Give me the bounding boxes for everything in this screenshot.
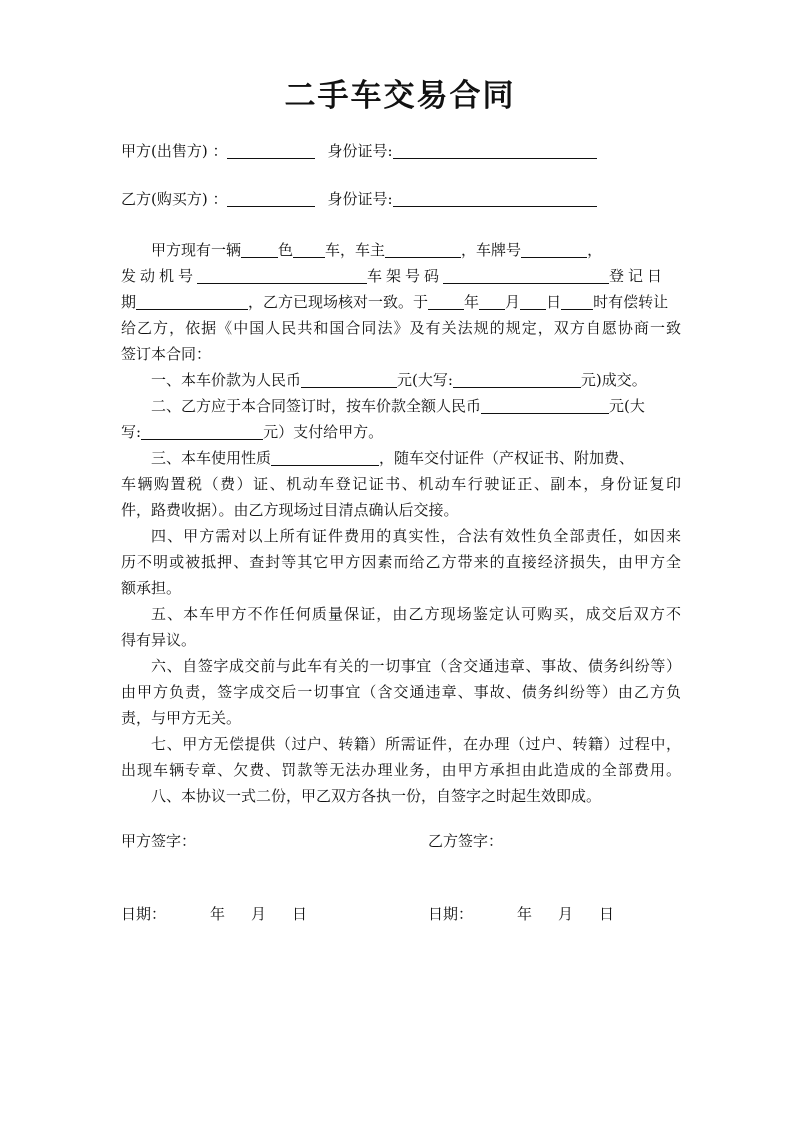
clause-text: 元(大 xyxy=(609,397,645,415)
clause-3-line-2: 车辆购置税（费）证、机动车登记证书、机动车行驶证正、副本，身份证复印 xyxy=(121,475,681,493)
price-words-blank[interactable] xyxy=(453,372,581,388)
party-b-signature-label: 乙方签字： xyxy=(428,832,504,850)
party-a-signature-label: 甲方签字： xyxy=(121,832,197,850)
clause-5-line-2: 得有异议。 xyxy=(121,631,197,649)
clause-text: 三、本车使用性质 xyxy=(151,449,272,467)
month-blank[interactable] xyxy=(479,294,505,310)
intro-text: 登记日 xyxy=(609,267,667,285)
clause-2-line-2 xyxy=(121,422,681,442)
clause-text: 元）支付给甲方。 xyxy=(263,423,384,441)
clause-text: 元(大写: xyxy=(397,371,453,389)
party-b-name-blank[interactable] xyxy=(227,191,315,207)
intro-text: 月 xyxy=(505,293,521,311)
clause-text: 写: xyxy=(121,423,142,441)
month-label: 月 xyxy=(558,905,574,923)
contract-title: 二手车交易合同 xyxy=(284,78,516,114)
clause-1 xyxy=(121,370,681,390)
clause-8-line-1: 八、本协议一式二份，甲乙双方各执一份，自签字之时起生效即成。 xyxy=(151,787,602,805)
party-b-id-label: 身份证号: xyxy=(327,190,393,208)
clause-text: 二、乙方应于本合同签订时，按车价款全额人民币 xyxy=(151,397,482,415)
intro-text: 色 xyxy=(278,241,294,259)
date-label: 日期： xyxy=(428,905,474,923)
plate-blank[interactable] xyxy=(521,242,587,258)
party-b-row xyxy=(121,189,597,209)
vin-blank[interactable] xyxy=(443,268,609,284)
month-label: 月 xyxy=(251,905,267,923)
intro-text: 日 xyxy=(546,293,562,311)
day-label: 日 xyxy=(292,905,308,923)
clause-5-line-1: 五、本车甲方不作任何质量保证，由乙方现场鉴定认可购买，成交后双方不 xyxy=(151,605,681,623)
intro-text: 甲方现有一辆 xyxy=(151,241,242,259)
clause-6-line-1: 六、自签字成交前与此车有关的一切事宜（含交通违章、事故、债务纠纷等） xyxy=(151,657,681,675)
engine-no-blank[interactable] xyxy=(197,268,367,284)
date-label: 日期： xyxy=(121,905,167,923)
payment-words-blank[interactable] xyxy=(141,424,263,440)
year-label: 年 xyxy=(210,905,226,923)
intro-line-2 xyxy=(121,266,681,286)
clause-3-line-3: 件，路费收据）。由乙方现场过目清点确认后交接。 xyxy=(121,501,459,519)
clause-text: 一、本车价款为人民币 xyxy=(151,371,302,389)
intro-text: 车架号码 xyxy=(367,267,444,285)
clause-6-line-3: 责，与甲方无关。 xyxy=(121,709,242,727)
clause-2-line-1 xyxy=(121,396,681,416)
party-a-label: 甲方(出售方) ： xyxy=(121,142,228,160)
day-blank[interactable] xyxy=(520,294,546,310)
party-a-date xyxy=(121,904,307,924)
party-a-id-blank[interactable] xyxy=(393,143,597,159)
intro-text: 车，车主 xyxy=(325,241,386,259)
clause-4-line-1: 四、甲方需对以上所有证件费用的真实性，合法有效性负全部责任，如因来 xyxy=(151,527,681,545)
car-type-blank[interactable] xyxy=(293,242,325,258)
reg-date-blank[interactable] xyxy=(136,294,248,310)
intro-text: 发动机号 xyxy=(121,267,198,285)
party-a-id-label: 身份证号: xyxy=(327,142,393,160)
intro-line-4: 给乙方，依据《中国人民共和国合同法》及有关法规的规定，双方自愿协商一致 xyxy=(121,319,681,337)
owner-blank[interactable] xyxy=(385,242,461,258)
intro-text: ， xyxy=(587,241,603,259)
intro-text: 期 xyxy=(121,293,137,311)
clause-7-line-2: 出现车辆专章、欠费、罚款等无法办理业务，由甲方承担由此造成的全部费用。 xyxy=(121,761,681,779)
year-label: 年 xyxy=(517,905,533,923)
party-b-id-blank[interactable] xyxy=(393,191,597,207)
intro-text: ，乙方已现场核对一致。于 xyxy=(248,293,429,311)
clause-7-line-1: 七、甲方无偿提供（过户、转籍）所需证件，在办理（过户、转籍）过程中， xyxy=(151,735,681,753)
price-blank[interactable] xyxy=(301,372,397,388)
clause-3-line-1 xyxy=(121,448,681,468)
clause-4-line-3: 额承担。 xyxy=(121,579,182,597)
usage-blank[interactable] xyxy=(271,450,379,466)
color-blank[interactable] xyxy=(241,242,278,258)
intro-line-5: 签订本合同： xyxy=(121,345,212,363)
year-blank[interactable] xyxy=(428,294,464,310)
day-label: 日 xyxy=(599,905,615,923)
intro-text: ，车牌号 xyxy=(461,241,522,259)
intro-text: 时有偿转让 xyxy=(593,293,669,311)
party-a-name-blank[interactable] xyxy=(227,143,315,159)
clause-text: 元)成交。 xyxy=(580,371,647,389)
hour-blank[interactable] xyxy=(561,294,593,310)
party-b-date xyxy=(428,904,614,924)
intro-line-1 xyxy=(121,240,681,260)
party-a-row xyxy=(121,141,597,161)
payment-blank[interactable] xyxy=(481,398,609,414)
clause-text: ，随车交付证件（产权证书、附加费、 xyxy=(379,449,635,467)
clause-6-line-2: 由甲方负责，签字成交后一切事宜（含交通违章、事故、债务纠纷等）由乙方负 xyxy=(121,683,681,701)
intro-line-3 xyxy=(121,292,681,312)
party-b-label: 乙方(购买方) ： xyxy=(121,190,228,208)
intro-text: 年 xyxy=(464,293,480,311)
clause-4-line-2: 历不明或被抵押、查封等其它甲方因素而给乙方带来的直接经济损失，由甲方全 xyxy=(121,553,681,571)
